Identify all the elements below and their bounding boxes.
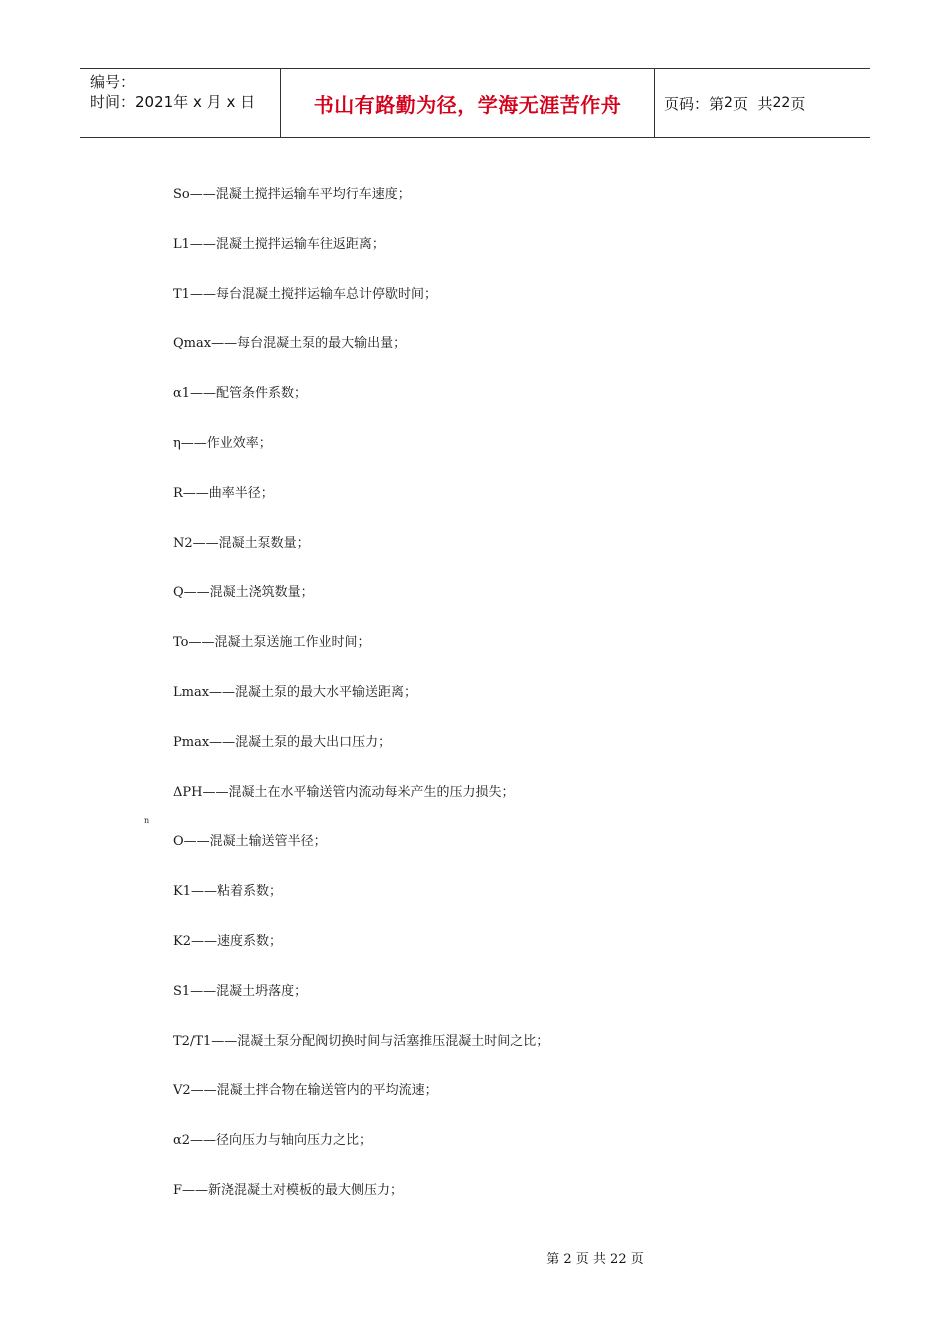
definition-item: α1——配管条件系数； [173,386,308,402]
definition-item: O——混凝土输送管半径； [173,834,327,850]
definition-item: F——新浇混凝土对模板的最大侧压力； [173,1182,404,1198]
variable-definitions-list [173,186,549,1232]
definition-item: η——作业效率； [173,435,272,451]
definition-item: Pmax——混凝土泵的最大出口压力； [173,734,392,750]
stray-mark: n [144,816,150,825]
definition-item: N2——混凝土泵数量； [173,535,310,551]
definition-item: T1——每台混凝土搅拌运输车总计停歇时间； [173,286,437,302]
definition-item: α2——径向压力与轴向压力之比； [173,1133,373,1149]
definition-item: K2——速度系数； [173,933,282,949]
document-time: 时间：2021年 x 月 x 日 [90,93,256,111]
definition-item: T2/T1——混凝土泵分配阀切换时间与活塞推压混凝土时间之比； [173,1033,550,1049]
document-number: 编号： [90,73,136,91]
definition-item: ΔPH——混凝土在水平输送管内流动每米产生的压力损失； [173,784,515,800]
definition-item: Lmax——混凝土泵的最大水平输送距离； [173,684,418,700]
page-header [80,68,870,138]
definition-item: R——曲率半径； [173,485,274,501]
definition-item: Q——混凝土浇筑数量； [173,585,314,601]
definition-item: L1——混凝土搅拌运输车往返距离； [173,236,385,252]
page-footer: 第 2 页 共 22 页 [546,1252,644,1267]
header-meta [80,69,281,137]
definition-item: S1——混凝土坍落度； [173,983,308,999]
definition-item: Qmax——每台混凝土泵的最大输出量； [173,336,407,352]
header-motto: 书山有路勤为径，学海无涯苦作舟 [281,69,655,137]
definition-item: K1——粘着系数； [173,884,282,900]
definition-item: To——混凝土泵送施工作业时间； [173,635,371,651]
header-page-number: 页码：第 2 页 共 22 页 [664,94,806,113]
definition-item: V2——混凝土拌合物在输送管内的平均流速； [173,1083,438,1099]
definition-item: So——混凝土搅拌运输车平均行车速度； [173,187,411,202]
